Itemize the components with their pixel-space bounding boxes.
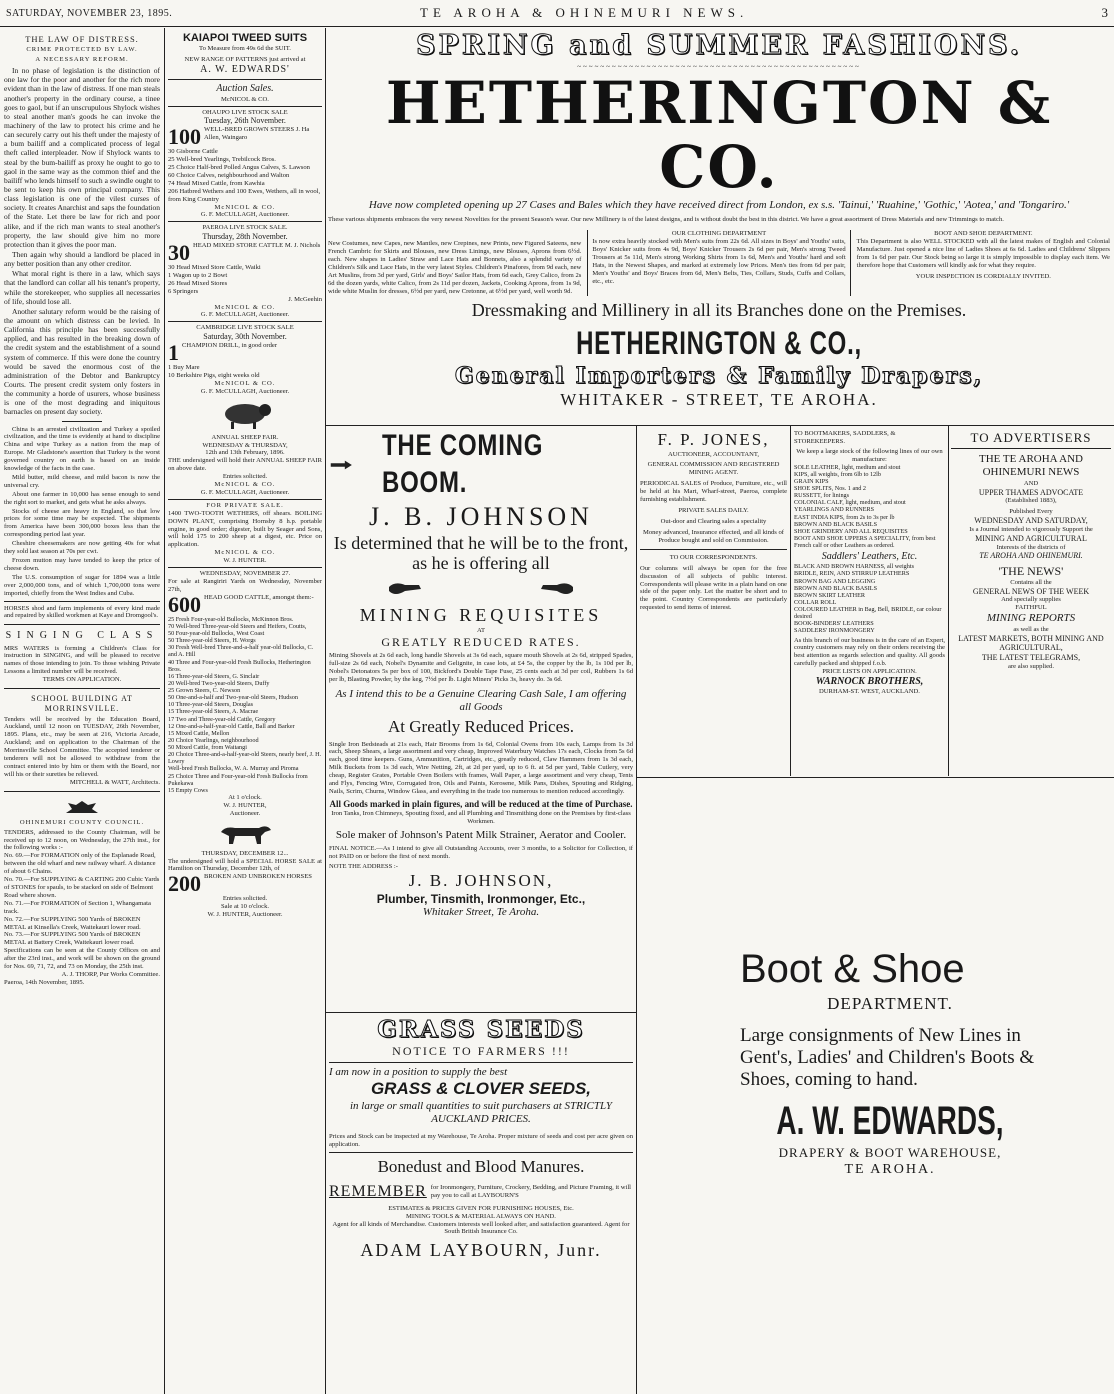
divider <box>325 1012 636 1013</box>
saddlers-item: BOOK-BINDERS' LEATHERS <box>794 620 874 628</box>
intend: As I intend this to be a Genuine Clearing Cash Sale, I am offering all Goods <box>335 688 627 714</box>
telegrams: THE LATEST TELEGRAMS, <box>981 653 1081 663</box>
saddlers-heading: Saddlers' Leathers, Etc. <box>821 551 918 563</box>
sale-time: Sale at 10 o'clock. <box>220 903 270 911</box>
remember-text: for Ironmongery, Furniture, Crockery, Bedding, and Picture Framing, it will pay you to call at LAYBOURN'S <box>430 1184 632 1199</box>
published: Published Every <box>1009 508 1053 516</box>
corr-text: Our columns will always be open for the free discussion of all subjects of public interest. Correspondents will please write in a plain hand on one side of the paper only. Let the matter be short and to the point. Country Correspondents are particularly requested to send items of interest. <box>640 564 787 612</box>
districts: TE AROHA AND OHINEMURI. <box>979 551 1083 561</box>
lot: 25 Grown Steers, C. Newson <box>168 687 241 695</box>
department: DEPARTMENT. <box>827 993 953 1013</box>
clothing-title: OUR CLOTHING DEPARTMENT <box>671 230 767 238</box>
leather-item: BOOT AND SHOE UPPERS A SPECIALITY, from best French calf or other Leathers as ordered. <box>794 534 936 549</box>
auctioneer-name: G. F. McCULLAGH, Auctioneer. <box>200 488 290 496</box>
pointing-hand-icon <box>537 579 577 599</box>
lot: 50 Four-year-old Bullocks, West Coast <box>168 630 265 638</box>
column-2 <box>168 32 322 1392</box>
company-name: HETHERINGTON & CO. <box>385 69 1053 202</box>
auctioneer-role: Auctioneer. <box>229 809 261 817</box>
boot-dept <box>857 230 1110 295</box>
grass-prices: Prices and Stock can be inspected at my Warehouse, Te Aroha. Proper mixture of seeds and cost per acre given on application. <box>329 1132 633 1148</box>
lot: 1 Buy Mare <box>168 363 200 371</box>
issue-date: SATURDAY, NOVEMBER 23, 1895. <box>6 8 173 19</box>
sheep-date: WEDNESDAY & THURSDAY, <box>202 441 288 449</box>
mining-heading: MINING REQUISITES <box>359 604 603 625</box>
singing-terms: TERMS ON APPLICATION. <box>42 676 122 684</box>
general-news: GENERAL NEWS OF THE WEEK <box>972 586 1090 596</box>
article-title: THE LAW OF DISTRESS. <box>25 34 139 44</box>
interests: Interests of the districts of <box>996 543 1066 551</box>
private-text: 1400 TWO-TOOTH WETHERS, off shears. BOILING DOWN PLANT, comprising Hornsby 8 h.p. portable engine, in good order; digester, built by Seager and Sons, will hold 175 to 200 sheep at a digest, etc. Price on application. <box>168 509 322 549</box>
sheep-icon <box>215 400 275 430</box>
jones-name: F. P. JONES, <box>657 430 770 449</box>
article-subtitle: A NECESSARY REFORM. <box>35 56 129 64</box>
jones-money: Money advanced, Insurance effected, and all kinds of Produce bought and sold on Commission. <box>642 528 785 544</box>
lot: 74 Head Mixed Cattle, from Kawhia <box>168 179 265 187</box>
council-title: OHINEMURI COUNTY COUNCIL. <box>19 818 145 826</box>
horse-icon <box>215 822 275 846</box>
importers: General Importers & Family Drapers, <box>454 362 984 389</box>
jones-outdoor: Out-door and Clearing sales a speciality <box>660 518 767 526</box>
leather-item: EAST INDIA KIPS, from 2s to 3s per lb <box>794 513 895 521</box>
jones-role-2: GENERAL COMMISSION AND REGISTERED MINING AGENT. <box>647 460 780 476</box>
laybourn-name: ADAM LAYBOURN, Junr. <box>360 1240 602 1261</box>
auctioneer-firm: McNICOL & CO. <box>214 481 276 489</box>
column-rule <box>164 28 165 1394</box>
auctioneer-name: W. J. HUNTER, Auctioneer. <box>207 911 283 919</box>
goods-prices: Single Iron Bedsteads at 21s each, Hair Brooms from 1s 6d, Colonial Ovens from 10s each, Lamps from 1s 3d each, Sheep Shears, a large assortment and very cheap, Improved Waterbury Watches 17s each, Clocks from 5s 6d each, good time keepers. Guns, Ammunition, Cartridges, etc., greatly reduced, Claw Hammers from 1s 3d each, Milk Buckets from 1s 3d each, Wire Netting, 2ft, at 2d per yard, up to 6 ft. at 5d per yard, Table Cutlery, very cheap, Register Grates, Portable Oven Boilers with frames, Wall Paper, a large assortment and very cheap, Tents and Flys, Fencing Wire, Corrugated Iron, Oils and Paints, Kerosene, Milk Pans, Dishes, Spouting and Ridging, Nails, Scrim, Churns, Window Glass, and everything in the trade too numerous to mention reduced accordingly. <box>329 740 633 795</box>
leather-item: YEARLINGS AND RUNNERS <box>794 506 875 514</box>
news-item: Mild butter, mild cheese, and mild bacon is now the universal cry. <box>4 473 160 489</box>
markets: LATEST MARKETS, BOTH MINING AND AGRICULTURAL, <box>958 633 1104 653</box>
sheep-dates: 12th and 13th February, 1896. <box>205 449 285 457</box>
saddlers-item: BROWN BAG AND LEGGING <box>794 577 876 585</box>
divider <box>62 421 102 422</box>
lot-count: 30 <box>168 241 190 264</box>
corr-title: TO OUR CORRESPONDENTS. <box>669 553 758 561</box>
grass-title: GRASS SEEDS <box>377 1016 585 1043</box>
specially: And specially supplies <box>1001 596 1061 604</box>
auctioneer-firm: McNICOL & CO. <box>214 549 276 557</box>
lot: 50 Three-year-old Steers, H. Worgs <box>168 637 256 645</box>
divider <box>640 549 787 550</box>
school-text: Tenders will be received by the Education Board, Auckland, until 12 noon on TUESDAY, 26th November, 1895. Plans, etc., may be seen at 216, Victoria Arcade, Auckland; and on application to the Chairman of the Morrinsville School Committee. The accepted tenderer or tenderers will not be allowed to withdraw from the contract entered into by him or them with the Board, nor will his or their sureties be relieved. <box>4 715 160 778</box>
journal: Is a Journal intended to vigorously Support the <box>969 525 1093 533</box>
lot: 25 Fresh Four-year-old Bullocks, McKinnon Bros. <box>168 615 294 623</box>
cambridge-lots <box>168 342 322 364</box>
cambridge-date: Saturday, 30th November. <box>203 332 287 342</box>
edwards-name: A. W. EDWARDS, <box>776 1098 1004 1143</box>
wed-intro: For sale at Rangiriri Yards on Wednesday, November 27th, <box>168 578 322 593</box>
council-ad <box>4 791 160 987</box>
divider <box>325 425 1114 426</box>
company-name-2: HETHERINGTON & CO., <box>576 324 862 361</box>
column-rule <box>325 28 326 1394</box>
notice-farmers: NOTICE TO FARMERS !!! <box>392 1044 570 1059</box>
jones-private: PRIVATE SALES DAILY. <box>678 507 749 515</box>
divider <box>329 1152 633 1153</box>
warnock-note: As this branch of our business is in the care of an Expert, country customers may rely on their orders receiving the best attention as regards selection and quality. All goods carefully packed and shipped f.o.b. <box>794 636 945 668</box>
leather-item: KIPS, all weights, from 6lb to 12lb <box>794 470 881 478</box>
lot: 20 Choice Yearlings, neighbourhood <box>168 736 259 744</box>
inspection: YOUR INSPECTION IS CORDIALLY INVITED. <box>915 272 1051 280</box>
lot-heading: WELL-BRED GROWN STEERS J. Ha Allen, Waingaro <box>204 126 310 142</box>
paper-name: THE TE AROHA AND OHINEMURI NEWS <box>979 452 1083 479</box>
auctioneer-name: G. F. McCULLAGH, Auctioneer. <box>200 387 290 395</box>
te-aroha: TE AROHA. <box>844 1162 936 1178</box>
auctioneer-firm: McNICOL & CO. <box>221 95 269 103</box>
saddlers-item: SADDLERS' IRONMONGERY <box>794 627 875 635</box>
dec-text: The undersigned will hold a SPECIAL HORSE SALE at Hamilton on Thursday, December 12th, of <box>168 857 322 873</box>
kaiapoi-price: To Measure from 49s 6d the SUIT. <box>199 45 291 53</box>
school-title: SCHOOL BUILDING AT MORRINSVILLE. <box>31 694 133 713</box>
leather-item: BROWN AND BLACK BASILS <box>794 520 878 528</box>
lot: 30 Gisborne Cattle <box>168 148 218 156</box>
lot: 1 Wagon up to 2 Bowt <box>168 271 228 279</box>
saddlers-item: BROWN SKIRT LEATHER <box>794 591 866 599</box>
warnock-ad <box>794 430 945 775</box>
hands <box>329 579 633 599</box>
leather-item: SHOE SPLITS, Nos. 1 and 2 <box>794 485 867 492</box>
tinware: Iron Tanks, Iron Chimneys, Spouting fixed, and all Plumbing and Tinsmithing done on the Premises by first-class Workmen. <box>331 809 631 825</box>
warnock-name: WARNOCK BROTHERS, <box>815 676 924 688</box>
tenders-note: Specifications can be seen at the County Offices on and after the 23rd inst., and work will be shown on the ground for Nos. 69, 71, 72, and 73 on Monday, the 25th inst. <box>4 947 160 971</box>
dec-title: THURSDAY, DECEMBER 12... <box>201 849 289 857</box>
grass-seeds-ad <box>329 1016 633 1392</box>
lot: 50 Mixed Cattle, from Waitangi <box>168 744 247 752</box>
entries: Entries solicited. <box>222 895 268 903</box>
lot: 10 Three-year-old Steers, Douglas <box>168 701 253 709</box>
saddlers-item: BROWN AND BLACK BASILS <box>794 584 878 592</box>
boot-shoe-title: Boot & Shoe <box>740 947 965 991</box>
advertisers-title: TO ADVERTISERS <box>951 430 1111 449</box>
paeroa-title: PAEROA LIVE STOCK SALE. <box>168 221 322 232</box>
kaiapoi-merchant: A. W. EDWARDS' <box>200 64 290 76</box>
boot-title: BOOT AND SHOE DEPARTMENT. <box>934 230 1033 238</box>
hetherington-ad <box>328 30 1110 424</box>
final-notice: FINAL NOTICE.—As I intend to give all Outstanding Accounts, over 3 months, to a Solicitor for Collection, if not PAID on or before the first of next month. <box>329 845 633 860</box>
lot-heading: HEAD GOOD CATTLE, amongst them:- <box>204 593 314 601</box>
lot: 12 One-and-a-half-year-old Cattle, Ball and Barker <box>168 722 295 730</box>
established: (Established 1883), <box>1005 497 1057 505</box>
auctioneer-name: W. J. HUNTER, <box>223 801 267 809</box>
news-item: Stocks of cheese are heavy in England, so that low prices for some time may be expected. The shipments from America have been 300,000 boxes less than the corresponding period last year. <box>4 507 160 539</box>
boom-heading <box>329 428 633 501</box>
hand-icon <box>329 458 354 472</box>
mining-prices: Mining Shovels at 2s 6d each, long handle Shovels at 3s 6d each, square mouth Shovels at 2s 6d, stripped Spades, full-size 2s 6d each, Nobel's Dynamite and Gelignite, in case lots, at £4 5s, the copper by the lb, 1s 10d per lb, Nobel's Detonators 5s per box of 100, Bickford's Double Tape Fuse, 25 cents each at 3d per coil, Rubbers 1s 6d per lb, Blasting Powder, by the keg, 7½d per lb. Light Miners' Picks 3s, heavy do. 3s 6d. <box>329 652 633 684</box>
news-item: Cheshire cheesemakers are now getting 40s for what they sold last season at 70s per cwt. <box>4 540 160 556</box>
remember <box>329 1182 633 1202</box>
dressmaking: Dressmaking and Millinery in all its Branches done on the Premises. <box>471 299 967 320</box>
lot: 15 Empty Cows <box>168 786 208 794</box>
divider <box>636 777 1114 778</box>
quantities: in large or small quantities to suit purchasers at STRICTLY AUCKLAND PRICES. <box>349 1099 613 1126</box>
entries: Entries solicited. <box>222 473 268 481</box>
saddlers-item: BRIDLE, REIN, AND STIRRUP LEATHERS <box>794 570 910 578</box>
departments <box>328 230 1110 295</box>
ohaupo-date: Tuesday, 26th November. <box>204 116 286 126</box>
jones-role: AUCTIONEER, ACCOUNTANT, <box>667 450 760 458</box>
johnson-name: J. B. JOHNSON <box>369 502 593 532</box>
saddlers-list <box>794 563 945 634</box>
paeroa-date: Thursday, 28th November. <box>202 232 288 242</box>
johnson-street: Whitaker Street, Te Aroha. <box>422 906 540 919</box>
leather-item: SHOE GRINDERY AND ALL REQUISITES <box>794 527 908 535</box>
warnock-sub: We keep a large stock of the following lines of our own manufacture: <box>796 447 943 463</box>
leather-item: GRAIN KIPS <box>794 477 829 485</box>
lot-count: 600 <box>168 593 201 616</box>
singing-ad <box>4 624 160 684</box>
wed-title: WEDNESDAY, NOVEMBER 27. <box>168 567 322 578</box>
paragraph: Another salutary reform would be the raising of the amount on which distress can be levied. In California this principle has been successfully applied, and has resulted in the breaking down of the credit system and the establishment of a sound system of commerce. If this were done the country would be saved the enormous cost of the administration of the Debtor and Bankruptcy Courts. The present credit system only fosters in the community a horde of usurers, whose business is one of the most degrading and iniquitous barnacles on present day society. <box>4 306 160 417</box>
tender-item: No. 70.—For SUPPLYING & CARTING 200 Cubic Yards of STONES for spauls, to be stacked on side of Belmont Road where shown. <box>4 876 160 899</box>
lot: 20 Choice Three-and-a-half-year-old Steers, nearly beef, J. H. Lowry <box>168 751 322 766</box>
lot-count: 1 <box>168 341 179 364</box>
lot: 50 One-and-a-half and Two-year-old Steers, Hudson <box>168 694 298 702</box>
tenders-intro: TENDERS, addressed to the County Chairman, will be received up to 12 noon, on Wednesday, the 27th inst., for the following works :- <box>4 828 160 852</box>
boom-title: THE COMING BOOM. <box>381 429 543 499</box>
sheep-title: ANNUAL SHEEP FAIR. <box>211 433 279 441</box>
article-subtitle: CRIME PROTECTED BY LAW. <box>26 46 138 54</box>
auctioneer-name: G. F. McCULLAGH, Auctioneer. <box>200 311 290 319</box>
lot: 30 Fresh Well-bred Three-and-a-half year-old Bullocks, C. and A. Hill <box>168 644 314 659</box>
edwards-ad <box>720 945 1060 1245</box>
school-sign: MITCHELL & WATT, Architects. <box>69 778 160 786</box>
crest-icon <box>62 799 102 815</box>
paeroa-lots <box>168 242 322 264</box>
tenders-date: Paeroa, 14th November, 1895. <box>4 978 85 986</box>
divider <box>168 79 322 80</box>
ornament: ~~~~~~~~~~~~~~~~~~~~~~~~~~~~~~~~~~~~~~~~~~~~~~~~~ <box>577 62 861 71</box>
page-number: 3 <box>1101 5 1108 20</box>
lot: Well-bred Fresh Bullocks, W. A. Murray and Piroma <box>168 765 299 773</box>
jones-ad <box>640 430 787 775</box>
seeds: GRASS & CLOVER SEEDS, <box>370 1079 592 1099</box>
saddlers-item: BLACK AND BROWN HARNESS, all weights <box>794 563 914 571</box>
newspaper-name: TE AROHA & OHINEMURI NEWS. <box>420 5 749 20</box>
advocate: UPPER THAMES ADVOCATE <box>978 487 1084 497</box>
leather-item: RUSSETT, for linings <box>794 492 850 500</box>
wed-lots <box>168 594 322 616</box>
leather-item: SOLE LEATHER, light, medium and stout <box>794 463 901 471</box>
advertisers-box <box>951 430 1111 775</box>
tender-item: No. 69.—For FORMATION only of the Esplanade Road, between the old wharf and new railway wharf. A distance of about 6 Chains. <box>4 852 156 876</box>
days: WEDNESDAY AND SATURDAY, <box>974 516 1088 526</box>
masthead-rule <box>0 26 1114 27</box>
column-rule <box>948 426 949 776</box>
plain-figures: All Goods marked in plain figures, and will be reduced at the time of Purchase. <box>329 798 633 809</box>
and: AND <box>1023 479 1039 487</box>
divider <box>329 1062 633 1063</box>
as-well: as well as the <box>1013 625 1049 633</box>
mining-reports: MINING REPORTS <box>986 612 1076 625</box>
jones-text: PERIODICAL SALES of Produce, Furniture, etc., will be held at his Mart, Wharf-street, Paeroa, complete furnishing establishment. <box>640 480 787 504</box>
auctioneer-firm: McNICOL & CO. <box>214 203 276 211</box>
tender-item: No. 71.—For FORMATION of Section 1, Whangamata track. <box>4 899 151 915</box>
lot-heading: CHAMPION DRILL, in good order <box>182 341 278 349</box>
news-items <box>4 426 160 598</box>
auction-heading: Auction Sales. <box>216 83 274 95</box>
remember-label: REMEMBER <box>329 1183 427 1201</box>
auctioneer-name: G. F. McCULLAGH, Auctioneer. <box>200 211 290 219</box>
lot: 17 Two and Three-year-old Cattle, Gregory <box>168 715 276 723</box>
consignments: Large consignments of New Lines in Gent's, Ladies' and Children's Boots & Shoes, coming to hand. <box>740 1024 1035 1090</box>
intro-text: Have now completed opening up 27 Cases and Bales which they have received direct from London, ex s.s. 'Tainui,' 'Ruahine,' 'Gothic,' 'Aotea,' and 'Tongariro.' <box>368 199 1070 212</box>
paragraph: Then again why should a landlord be placed in any better position than any other creditor. <box>4 249 160 269</box>
lot: 25 Well-bred Yearlings, Trebilcock Bros. <box>168 156 276 164</box>
saddlers-item: COLOURED LEATHER in Bag, Bell, BRIDLE, car colour desired <box>794 606 942 621</box>
lot: 16 Three-year-old Steers, G. Sinclair <box>168 672 260 680</box>
mining-agri: MINING AND AGRICULTURAL <box>975 533 1087 543</box>
saddlers-item: COLLAR ROLL <box>794 598 837 606</box>
news-item: About one farmer in 10,000 has sense enough to send the right sort to market, and gets what he asks always. <box>4 490 160 506</box>
costumes-text: New Costumes, new Capes, new Mantles, new Crepines, new Prints, new Figured Sateens, new French Cambric for Skirts and Blouses, new Dress Linings, new Blouses, Aprons from 6½d. each. New shapes in Ladies' Straw and Lace Hats and Bonnets, also a splendid variety of Children's Silk and Lace Hats, in the very latest Styles. Children's Pinafores, from 9d each, new Art Muslins, from 3d per yard, Girls' and Boys' Sailor Hats, from 6d each, Grey Calico, from 2s 6d the dozen yards, white Calico, from 2s 11d per dozen, Jackets, Cooking Aprons, from 1s 9d, wide white Muslin for dresses, 6½d per yard, new Cretonne, at 6½d per yard, well worth 9d. <box>328 240 582 295</box>
horses-ad: HORSES shod and farm implements of every kind made and repaired by skilled workmen at Kaye and Dromgool's. <box>4 601 160 621</box>
tender-item: No. 72.—For SUPPLYING 500 Yards of BROKEN METAL at Kinsella's Creek, Waitekauri lower road. <box>4 915 141 931</box>
lot: 15 Three-year-old Steers, A. Macrae <box>168 708 259 716</box>
description: These various shipments embraces the very newest Novelties for the present Season's wear. Our new Millinery is of the latest designs, and is without doubt the best in this district. We have a great assortment of Dress Materials and new Trimmings to match. <box>328 216 1004 224</box>
tender-item: No. 73.—For SUPPLYING 500 Yards of BROKEN METAL at Battery Creek, Waitekauri lower road. <box>4 931 141 947</box>
clothing-text: Is now extra heavily stocked with Men's suits from 22s 6d. All sizes in Boys' and Youths' suits, Boys' Knicker suits from 4s 9d, Boys' Knicker Trousers 2s 6d per pair, Men's strong Tweed Trousers at 5s 11d, Men's strong Working Shirts from 1s 6d, Men's and Youths' hard and soft Hats, in the Newest Shapes, and marked at extremely low Prices. Men's ties from 6d per pair, Men's Youths' and Boys' Braces from 6d, Men's Belts, Ties, Collars, Studs, Cuffs and Collars, etc., etc. <box>592 238 846 285</box>
column-rule <box>790 426 791 776</box>
column-rule <box>636 426 637 1394</box>
tenders-sign: A. J. THORP, Pur Works Committee. <box>61 970 160 978</box>
warehouse: DRAPERY & BOOT WAREHOUSE, <box>778 1145 1002 1161</box>
johnson-trade: Plumber, Tinsmith, Ironmonger, Etc., <box>376 891 586 906</box>
auctioneer-firm: McNICOL & CO. <box>214 303 276 311</box>
clothing-dept <box>587 230 850 295</box>
fashions-heading: SPRING and SUMMER FASHIONS. <box>416 30 1022 61</box>
lot-count: 200 <box>168 873 201 896</box>
note-address: NOTE THE ADDRESS :- <box>329 862 398 870</box>
lot: 15 Mixed Cattle, Mellon <box>168 729 230 737</box>
ohaupo-title: OHAUPO LIVE STOCK SALE <box>168 106 322 117</box>
news-title: 'THE NEWS' <box>998 564 1064 579</box>
johnson-name-2: J. B. JOHNSON, <box>408 870 554 890</box>
johnson-line: Is determined that he will be to the front, as he is offering all <box>333 532 629 573</box>
pointing-hand-icon <box>385 579 425 599</box>
auctioneer-name: W. J. HUNTER. <box>223 557 267 565</box>
news-item: Frozen mutton may have tended to keep the price of cheese down. <box>4 557 160 572</box>
lot: 26 Head Mixed Stores <box>168 279 228 287</box>
tools: MINING TOOLS & MATERIAL ALWAYS ON HAND. <box>406 1212 556 1220</box>
greatly-reduced: At Greatly Reduced Prices. <box>388 716 574 736</box>
paragraph: What moral right is there in a law, which says that the landlord can collar all his tenant's property, while the storekeeper, who supplies all necessaries of life, should lose all. <box>4 269 160 306</box>
school-ad <box>4 688 160 787</box>
address: WHITAKER - STREET, TE AROHA. <box>560 389 878 409</box>
leather-list <box>794 464 945 550</box>
estimates: ESTIMATES & PRICES GIVEN FOR FURNISHING HOUSES, Etc. <box>388 1204 574 1212</box>
paragraph: In no phase of legislation is the distinction of one law for the poor and another for the rich more evident than in the law of distress. If one man steals another's property in the ordinary course, a tinee goes to gaol, but if an unscrupulous Shylock wishes to steal another man's goods he can invoke the machinery of the law to protect his crime and he can securely carry out his theft under the majesty of a bum bailiff and a complicated process of legal theft called interpleader. Now if Shylock wants to steal by the bum-bailiff as proxy he ought to go to gaol in the same way as the common thief and the bailiff who lends himself to such a swindle ought to be sent to keep his own principal company. This class legislation is one of the vilest curses of society. It creates Anarchist and saps the foundation of the State. Let there be law for rich and poor alike, and if the rich man wants to steal another's property, the law should give him no more protection than it gives the poor man. <box>4 66 160 249</box>
johnson-ad <box>329 428 633 1010</box>
contains: Contains all the <box>1010 578 1052 586</box>
bonedust: Bonedust and Blood Manures. <box>377 1157 585 1177</box>
at-time: At 1 o'clock. <box>228 793 262 801</box>
auctioneer-firm: McNICOL & CO. <box>214 379 276 387</box>
lot: 10 Berkshire Pigs, eight weeks old <box>168 371 260 379</box>
lot: 6 Springers <box>168 287 199 295</box>
news-item: The U.S. consumption of sugar for 1894 was a little over 2,000,000 tons, and of which 1,700,000 tons were imported, chiefly from the West Indies and Cuba. <box>4 573 160 597</box>
warnock-intro: TO BOOTMAKERS, SADDLERS, & STOREKEEPERS. <box>794 430 896 445</box>
lot-count: 100 <box>168 126 201 149</box>
lot: 25 Choice Half-bred Polled Angus Calves, S. Lawson <box>168 163 310 171</box>
boot-text: This Department is also WELL STOCKED with all the latest makes of English and Colonial Manufacture. Just opened a nice line of Ladies Shoes at 6s 6d. Ladies and Childrens' Slippers from 1s 6d per pair. Our Stock being so large it is simply impossible to display each item. We therefore hope that Customers will kindly ask for what they require. <box>856 238 1110 269</box>
kaiapoi-range: NEW RANGE OF PATTERNS just arrived at <box>184 56 306 64</box>
lot: 40 Three and Four-year-old Fresh Bullocks, Hetherington Bros. <box>168 658 311 673</box>
column-1 <box>4 32 160 1392</box>
private-title: FOR PRIVATE SALE. <box>168 499 322 510</box>
agent: Agent for all kinds of Merchandise. Customers interests well looked after, and satisfaction guaranteed. Agent for South British Insurance Co. <box>332 1220 630 1236</box>
kaiapoi-title: KAIAPOI TWEED SUITS <box>182 32 308 44</box>
lot: 70 Well-bred Three-year-old Steers and Heifers, Coutts, <box>168 622 307 630</box>
lot: 20 Well-bred Two-year-old Steers, Duffy <box>168 679 270 687</box>
lot-heading: BROKEN AND UNBROKEN HORSES <box>204 873 312 881</box>
position: I am now in a position to supply the best <box>329 1065 508 1078</box>
warnock-addr: DURHAM-ST. WEST, AUCKLAND. <box>819 688 920 696</box>
singing-text: MRS WATERS is forming a Children's Class for instruction in SINGING, and will be pleased to receive names of those intending to join. To those wishing Private Lessons a limited number will be received. <box>4 644 160 676</box>
supplied: are also supplied. <box>1008 662 1054 670</box>
price-lists: PRICE LISTS ON APPLICATION. <box>822 668 917 676</box>
cambridge-title: CAMBRIDGE LIVE STOCK SALE <box>168 321 322 332</box>
lot: 25 Choice Three and Four-year-old Fresh Bullocks from Pukekawa <box>168 772 308 787</box>
faithful: FAITHFUL <box>1015 604 1047 612</box>
rates: GREATLY REDUCED RATES. <box>381 634 581 649</box>
lot: 60 Choice Calves, neighbourhood and Walton <box>168 171 290 179</box>
lot: 30 Head Mixed Store Cattle, Waiki <box>168 263 261 271</box>
at: AT <box>476 626 486 634</box>
lot-heading: HEAD MIXED STORE CATTLE M. J. Nichols <box>193 241 321 249</box>
lot: 206 Hatbred Wethers and 100 Ewes, Wethers, all in wool, from King Country <box>168 187 321 203</box>
singing-title: SINGING CLASS <box>5 630 159 642</box>
patent: Sole maker of Johnson's Patent Milk Strainer, Aerator and Cooler. <box>335 828 627 841</box>
article-body <box>4 66 160 416</box>
dec-lots <box>168 873 322 895</box>
leather-item: COLONIAL CALF, light, medium, and stout <box>794 499 906 507</box>
lot-owner: J. McGeehin <box>288 295 322 303</box>
lot-list <box>168 616 322 794</box>
news-item: China is an arrested civilization and Turkey a spoiled civilization, and the time is evidently at hand to discipline China and wipe Turkey as a nation from the map of Europe. Mr Gladstone's assertion that Turkey is the worst governed country on earth is based on an inside knowledge of the facts in the case. <box>4 425 160 473</box>
ohaupo-lots <box>168 126 322 148</box>
sheep-text: THE undersigned will hold their ANNUAL SHEEP FAIR on above date. <box>168 457 322 473</box>
masthead <box>0 0 1114 28</box>
